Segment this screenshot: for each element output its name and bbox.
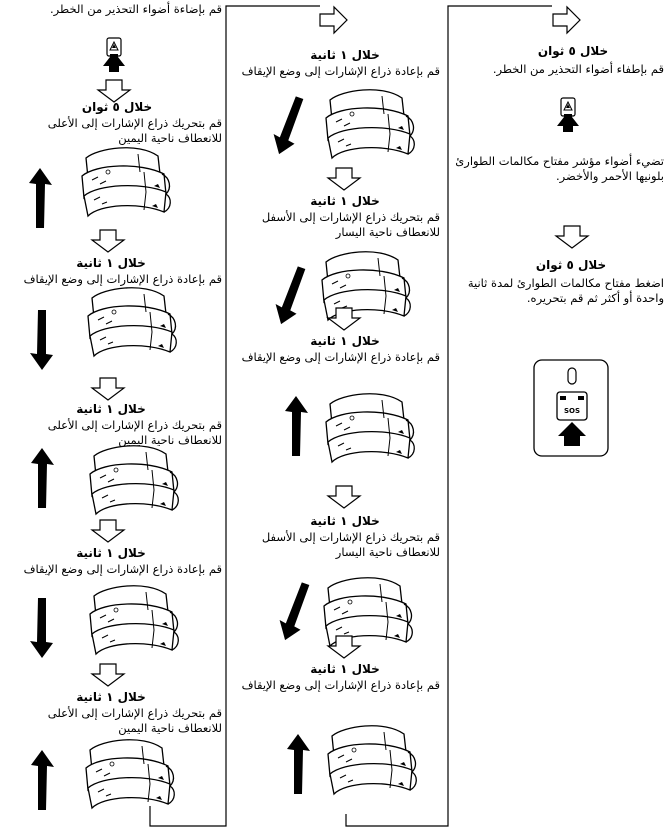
flow-arrow-icon bbox=[92, 664, 124, 686]
flow-arrow-icon bbox=[328, 168, 360, 190]
step-text: قم بتحريك ذراع الإشارات إلى الأسفل للانعطاف ناحية اليسار bbox=[261, 530, 440, 559]
flow-arrow-icon bbox=[92, 378, 124, 400]
step-heading: خلال ١ ثانية bbox=[76, 402, 146, 416]
step-heading: خلال ٥ ثوان bbox=[81, 100, 153, 114]
turn-signal-lever-icon bbox=[326, 90, 414, 158]
step-heading: خلال ١ ثانية bbox=[76, 256, 146, 270]
lever-up-arrow-icon bbox=[29, 168, 52, 228]
lever-up-arrow-icon bbox=[287, 734, 310, 794]
step-text: قم بإعادة ذراع الإشارات إلى وضع الإيقاف bbox=[23, 272, 222, 286]
step-heading: خلال ٥ ثوان bbox=[537, 44, 609, 58]
step-heading: خلال ٥ ثوان bbox=[535, 258, 607, 272]
step-text: قم بإعادة ذراع الإشارات إلى وضع الإيقاف bbox=[23, 562, 222, 576]
step-heading: خلال ١ ثانية bbox=[76, 546, 146, 560]
turn-signal-lever-icon bbox=[328, 726, 416, 794]
turn-signal-lever-icon bbox=[82, 148, 170, 216]
flow-arrow-icon bbox=[92, 520, 124, 542]
lever-up-arrow-icon bbox=[31, 448, 54, 508]
connector-arrow-icon bbox=[553, 7, 580, 33]
flow-arrow-icon bbox=[92, 230, 124, 252]
step-text: اضغط مفتاح مكالمات الطوارئ لمدة ثانية واحدة أو أكثر ثم قم بتحريره. bbox=[467, 276, 664, 305]
step-heading: خلال ١ ثانية bbox=[310, 514, 380, 528]
sos-panel bbox=[534, 360, 608, 456]
step-text: قم بتحريك ذراع الإشارات إلى الأعلى للانعطاف ناحية اليمين bbox=[47, 706, 222, 735]
step-text: قم بتحريك ذراع الإشارات إلى الأعلى للانعطاف ناحية اليمين bbox=[47, 116, 222, 145]
step-text: قم بإطفاء أضواء التحذير من الخطر. bbox=[492, 62, 664, 76]
step-heading: خلال ١ ثانية bbox=[310, 662, 380, 676]
step-heading: خلال ١ ثانية bbox=[310, 194, 380, 208]
turn-signal-lever-icon bbox=[322, 252, 410, 320]
lever-down-arrow-icon bbox=[274, 580, 316, 644]
turn-signal-lever-icon bbox=[90, 446, 178, 514]
step-heading: خلال ١ ثانية bbox=[76, 690, 146, 704]
turn-signal-lever-icon bbox=[86, 740, 174, 808]
sos-label: SOS bbox=[563, 407, 581, 415]
flow-arrow-icon bbox=[328, 486, 360, 508]
lever-down-arrow-icon bbox=[268, 94, 310, 158]
step-heading: خلال ١ ثانية bbox=[310, 48, 380, 62]
hazard-switch-icon bbox=[557, 98, 579, 132]
hazard-switch-icon bbox=[103, 38, 125, 72]
step-text: قم بإعادة ذراع الإشارات إلى وضع الإيقاف bbox=[241, 678, 440, 692]
lever-up-arrow-icon bbox=[285, 396, 308, 456]
col1-top-text: قم بإضاءة أضواء التحذير من الخطر. bbox=[50, 2, 222, 16]
indicator-text: تضيء أضواء مؤشر مفتاح مكالمات الطوارئ بلونيها الأحمر والأخضر. bbox=[455, 154, 664, 183]
step-text: قم بتحريك ذراع الإشارات إلى الأسفل للانعطاف ناحية اليسار bbox=[261, 210, 440, 239]
step-text: قم بتحريك ذراع الإشارات إلى الأعلى للانعطاف ناحية اليمين bbox=[47, 418, 222, 447]
connector-arrow-icon bbox=[320, 7, 347, 33]
lever-up-arrow-icon bbox=[31, 750, 54, 810]
step-text: قم بإعادة ذراع الإشارات إلى وضع الإيقاف bbox=[241, 64, 440, 78]
flow-arrow-icon bbox=[556, 226, 588, 248]
lever-down-arrow-icon bbox=[30, 598, 53, 658]
lever-down-arrow-icon bbox=[270, 264, 312, 328]
turn-signal-lever-icon bbox=[326, 394, 414, 462]
lever-down-arrow-icon bbox=[30, 310, 53, 370]
step-text: قم بإعادة ذراع الإشارات إلى وضع الإيقاف bbox=[241, 350, 440, 364]
turn-signal-lever-icon bbox=[90, 586, 178, 654]
step-heading: خلال ١ ثانية bbox=[310, 334, 380, 348]
flow-arrow-icon bbox=[98, 80, 130, 102]
turn-signal-lever-icon bbox=[88, 288, 176, 356]
